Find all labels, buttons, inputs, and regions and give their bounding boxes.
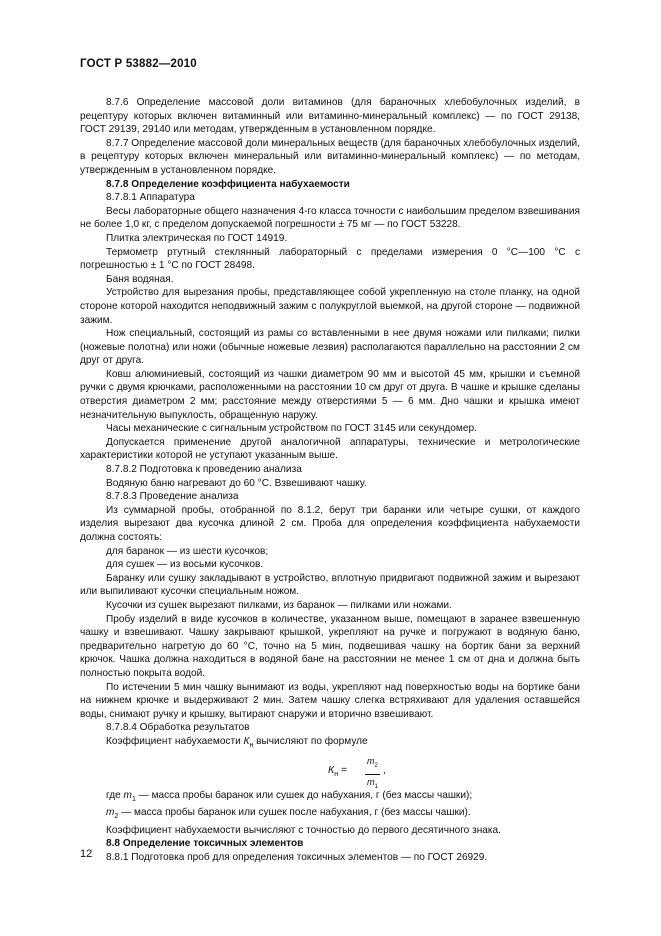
- paragraph: Часы механические с сигнальным устройством по ГОСТ 3145 или секундомер.: [106, 423, 477, 435]
- paragraph: Весы лабораторные общего назначения 4-го класса точности с наибольшим пределом взвешивания не более 1,0 кг, с пределом допускаемой погрешности ± 75 мг — по ГОСТ 53228.: [80, 205, 580, 231]
- paragraph: Баня водяная.: [106, 273, 174, 285]
- formula-fraction: [365, 755, 380, 795]
- page-header: ГОСТ Р 53882—2010: [80, 58, 197, 70]
- paragraph: Коэффициент набухаемости вычисляют с точностью до первого десятичного знака.: [106, 824, 501, 836]
- formula-legend-item: $m_2$ — масса пробы баранок или сушек после набухания, г (без массы чашки).: [106, 807, 471, 821]
- section-heading: 8.8 Определение токсичных элементов: [106, 838, 304, 850]
- paragraph: Водяную баню нагревают до 60 °С. Взвешивают чашку.: [106, 477, 367, 489]
- paragraph: 8.7.7 Определение массовой доли минеральных веществ (для бараночных хлебобулочных изделий, в рецептуру которых включен минеральный или витаминно-минеральный комплекс) — по методам, утвержденным в установленном порядке.: [80, 137, 580, 176]
- paragraph: Из суммарной пробы, отобранной по 8.1.2, берут три баранки или четыре сушки, от каждого изделия вырезают два кусочка длиной 2 см. Проба для определения коэффициента набухаемости должна состоять:: [80, 504, 580, 543]
- paragraph: Баранку или сушку закладывают в устройство, вплотную придвигают подвижной зажим и вырезают или выпиливают кусочки специальным ножом.: [80, 572, 580, 598]
- paragraph: По истечении 5 мин чашку вынимают из воды, укрепляют над поверхностью воды на бортике бани на нижнем крючке и выдерживают 2 мин. Затем чашку слегка встряхивают для удаления оставшейся воды, снимают ручку и крышку, вытирают снаружи и вторично взвешивают.: [80, 681, 580, 720]
- formula: $К_н$ = $\frac{m_2}{m_1}$ ,: [80, 755, 580, 785]
- list-item: для баранок — из шести кусочков;: [106, 545, 269, 557]
- formula-lhs: $К_н$ =: [328, 763, 348, 778]
- formula-intro: Коэффициент набухаемости $К_н$ вычисляют по формуле: [106, 735, 368, 749]
- paragraph: Ковш алюминиевый, состоящий из чашки диаметром 90 мм и высотой 45 мм, крышки и съемной ручки с двумя крючками, расположенными на расстоянии 10 см друг от друга. В чашке и крышке сделаны отверстия диаметром 2 мм; расстояние между отверстиями 5 — 6 мм. Дно чашки и крышка имеют незначительную выпуклость, обращенную наружу.: [80, 368, 580, 421]
- paragraph: Допускается применение другой аналогичной аппаратуры, технические и метрологические характеристики которой не уступают указанным выше.: [80, 436, 580, 462]
- paragraph: 8.8.1 Подготовка проб для определения токсичных элементов — по ГОСТ 26929.: [106, 851, 488, 863]
- subsection-heading: 8.7.8.2 Подготовка к проведению анализа: [106, 464, 302, 476]
- formula-legend-item: где $m_1$ — масса пробы баранок или сушек до набухания, г (без массы чашки);: [106, 789, 473, 803]
- formula-denominator: $m_1$: [367, 776, 378, 790]
- paragraph: Пробу изделий в виде кусочков в количестве, указанном выше, помещают в заранее взвешенную чашку и взвешивают. Чашку закрывают крышкой, укрепляют на ручке и погружают в водяную баню, предварительно нагретую до 60 °С, точно на 5 мин, подвешивая чашку на бортик бани за верхний крючок. Чашка должна находиться в водяной бане на расстоянии не менее 1 см от дна и должна быть полностью покрыта водой.: [80, 613, 580, 679]
- paragraph: Плитка электрическая по ГОСТ 14919.: [106, 232, 288, 244]
- subsection-heading: 8.7.8.3 Проведение анализа: [106, 491, 239, 503]
- document-body: [80, 96, 580, 865]
- paragraph: Устройство для вырезания пробы, представляющее собой укрепленную на столе планку, на одной стороне которой находится неподвижный зажим с полукруглой выемкой, на другой стороне — подвижной зажим.: [80, 287, 580, 326]
- paragraph: Нож специальный, состоящий из рамы со вставленными в нее двумя ножами или пилками; пилки (ножевые полотна) или ножи (обычные ножевые лезвия) располагаются параллельно на расстоянии 2 см друг от друга.: [80, 328, 580, 367]
- subsection-heading: 8.7.8.4 Обработка результатов: [106, 722, 250, 734]
- paragraph: Кусочки из сушек вырезают пилками, из баранок — пилками или ножами.: [106, 599, 452, 611]
- paragraph: 8.7.6 Определение массовой доли витаминов (для бараночных хлебобулочных изделий, в рецептуру которых включен витаминный или витаминно-минеральный комплекс) — по ГОСТ 29138, ГОСТ 29139, 29140 или методам, утвержденным в установленном порядке.: [80, 97, 580, 136]
- formula-numerator: $m_2$: [365, 755, 380, 775]
- section-heading: 8.7.8 Определение коэффициента набухаемости: [106, 178, 350, 190]
- list-item: для сушек — из восьми кусочков.: [106, 559, 264, 571]
- page-number: 12: [80, 848, 93, 860]
- subsection-heading: 8.7.8.1 Аппаратура: [106, 192, 195, 204]
- paragraph: Термометр ртутный стеклянный лабораторный с пределами измерения 0 °С—100 °С с погрешностью ± 1 °С по ГОСТ 28498.: [80, 246, 580, 272]
